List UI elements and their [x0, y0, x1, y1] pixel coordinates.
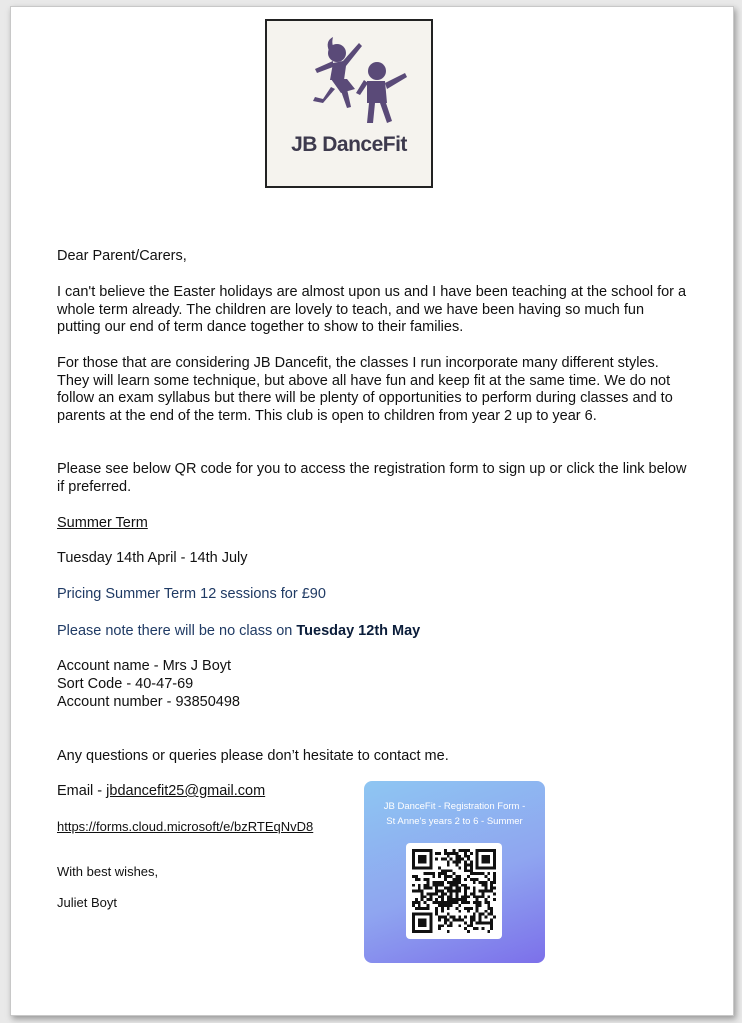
qr-caption-line2: St Anne's years 2 to 6 - Summer — [386, 816, 523, 827]
paragraph-intro: I can't believe the Easter holidays are almost upon us and I have been teaching at the school for a whole term already. The children are lovely to teach, and we have been having so much fun putting our end of term dance together to show to their families. — [57, 284, 687, 335]
term-dates: Tuesday 14th April - 14th July — [57, 550, 248, 566]
note-prefix: Please note there will be no class on — [57, 623, 297, 639]
brand-name: JB DanceFit — [291, 133, 407, 156]
qr-caption — [370, 799, 539, 829]
qr-caption-line1: JB DanceFit - Registration Form - — [383, 801, 526, 812]
qr-code[interactable] — [406, 843, 502, 939]
greeting: Dear Parent/Carers, — [57, 248, 187, 264]
qr-code-icon — [412, 849, 496, 933]
pricing: Pricing Summer Term 12 sessions for £90 — [57, 586, 326, 602]
paragraph-about: For those that are considering JB Dancefit, the classes I run incorporate many different styles. They will learn some technique, but above all have fun and keep fit at the same time. We do not follow an exam syllabus but there will be plenty of opportunities to perform during classes and to parents at the end of the term. This club is open to children from year 2 up to year 6. — [57, 355, 673, 424]
form-link[interactable]: https://forms.cloud.microsoft/e/bzRTEqNvD8 — [57, 819, 314, 834]
term-heading: Summer Term — [57, 515, 148, 531]
account-number: Account number - 93850498 — [57, 694, 240, 710]
email-link[interactable]: jbdancefit25@gmail.com — [106, 783, 266, 799]
closing: With best wishes, — [57, 864, 159, 879]
signature: Juliet Boyt — [57, 895, 117, 910]
dancing-children-icon — [267, 21, 431, 131]
paragraph-registration: Please see below QR code for you to access the registration form to sign up or click the link below if preferred. — [57, 461, 687, 495]
note-date: Tuesday 12th May — [296, 623, 421, 639]
sort-code: Sort Code - 40-47-69 — [57, 676, 194, 692]
letter-page — [10, 6, 734, 1016]
no-class-note — [57, 623, 420, 641]
qr-card — [364, 781, 545, 963]
email-line — [57, 783, 265, 801]
email-prefix: Email - — [57, 783, 107, 799]
account-name: Account name - Mrs J Boyt — [57, 658, 232, 674]
logo — [265, 19, 433, 188]
questions-text: Any questions or queries please don’t hesitate to contact me. — [57, 748, 449, 764]
